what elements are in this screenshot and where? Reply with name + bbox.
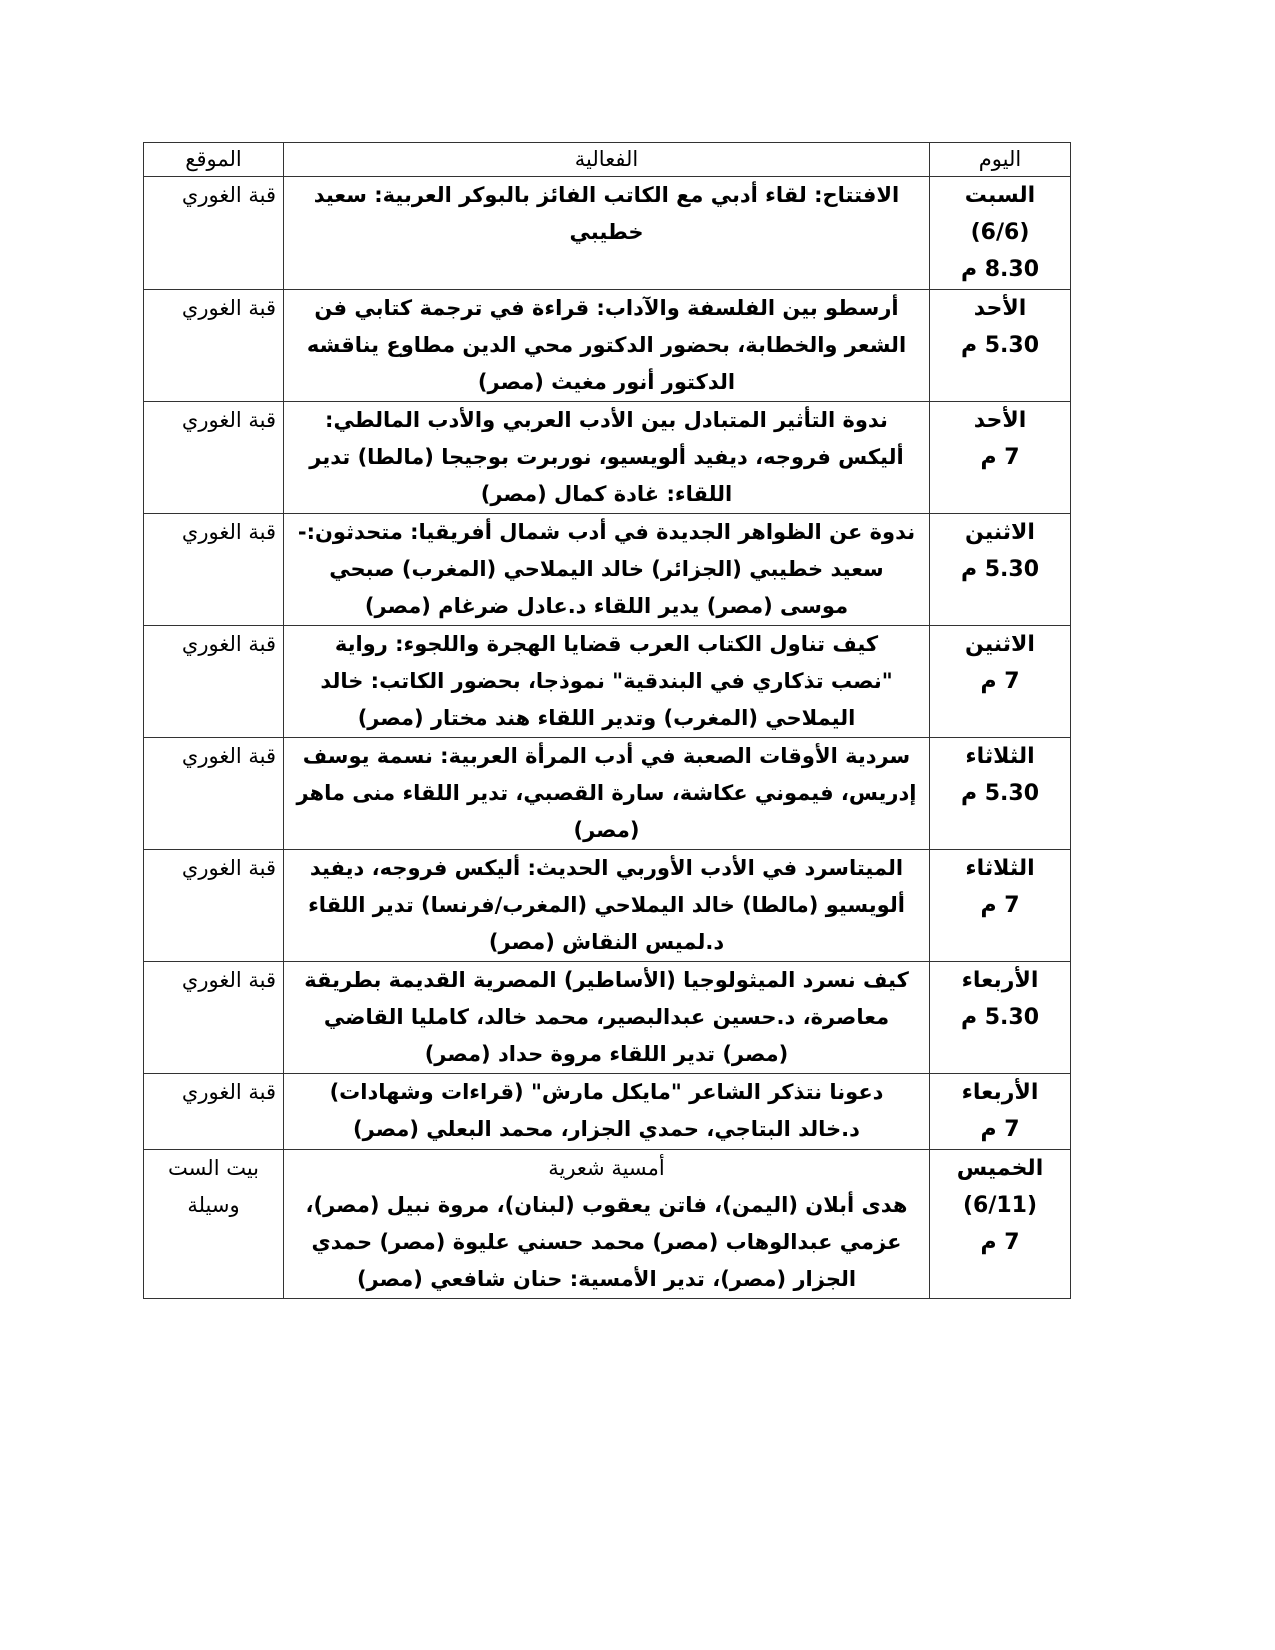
event-title: أمسية شعرية [548,1156,665,1180]
event-line: ندوة عن الظواهر الجديدة في أدب شمال أفريقيا: متحدثون:- [297,520,916,544]
day-time: 7 م [980,669,1020,694]
day-name: الاثنين [965,632,1035,657]
day-cell [930,1074,1071,1150]
venue-name: قبة الغوري [181,520,276,544]
event-line: د.لميس النقاش (مصر) [488,930,725,954]
day-time: 7 م [980,1230,1020,1255]
day-time: 7 م [980,893,1020,918]
event-cell [284,962,930,1074]
day-cell [930,962,1071,1074]
table-row [144,290,1071,402]
table-header-row [144,143,1071,177]
day-cell [930,177,1071,290]
event-line: اللقاء: غادة كمال (مصر) [480,482,733,506]
day-cell [930,402,1071,514]
events-schedule-table [143,142,1071,1299]
day-time: 5.30 م [960,333,1040,358]
table-row [144,177,1071,290]
venue-name: قبة الغوري [181,183,276,207]
day-name: الاثنين [965,520,1035,545]
event-line: كيف نسرد الميثولوجيا (الأساطير) المصرية القديمة بطريقة [304,968,909,992]
day-cell [930,290,1071,402]
venue-cell [144,626,284,738]
venue-name: قبة الغوري [181,408,276,432]
day-date: (6/11) [962,1193,1038,1218]
event-line: أرسطو بين الفلسفة والآداب: قراءة في ترجمة كتابي فن [314,296,899,320]
day-time: 5.30 م [960,557,1040,582]
event-cell [284,1150,930,1299]
venue-name: قبة الغوري [181,856,276,880]
day-time: 8.30 م [960,257,1040,282]
event-line: الجزار (مصر)، تدير الأمسية: حنان شافعي (مصر) [356,1267,857,1291]
day-name: الأربعاء [961,1080,1039,1105]
venue-cell [144,738,284,850]
table-row [144,1074,1071,1150]
event-line: الميتاسرد في الأدب الأوربي الحديث: أليكس فروجه، ديفيد [309,856,904,880]
day-name: الأربعاء [961,968,1039,993]
event-line: الدكتور أنور مغيث (مصر) [477,370,736,394]
venue-cell [144,177,284,290]
event-cell [284,850,930,962]
venue-name: قبة الغوري [181,744,276,768]
header-day: اليوم [930,143,1071,177]
event-cell [284,514,930,626]
table-row [144,738,1071,850]
table-row [144,626,1071,738]
venue-name: وسيلة [187,1193,240,1217]
event-line: (مصر) تدير اللقاء مروة حداد (مصر) [424,1042,789,1066]
venue-cell [144,514,284,626]
table-row [144,962,1071,1074]
venue-cell [144,962,284,1074]
event-line: كيف تناول الكتاب العرب قضايا الهجرة واللجوء: رواية [334,632,879,656]
event-cell [284,626,930,738]
day-cell [930,1150,1071,1299]
header-event: الفعالية [284,143,930,177]
day-cell [930,626,1071,738]
event-line: خطيبي [569,220,644,244]
day-name: السبت [964,183,1036,208]
table-row [144,850,1071,962]
event-line: موسى (مصر) يدير اللقاء د.عادل ضرغام (مصر) [364,594,849,618]
venue-cell [144,850,284,962]
event-line: الافتتاح: لقاء أدبي مع الكاتب الفائز بالبوكر العربية: سعيد [313,183,900,207]
venue-name: قبة الغوري [181,968,276,992]
event-line: (مصر) [573,818,640,842]
day-name: الثلاثاء [965,744,1035,769]
event-line: عزمي عبدالوهاب (مصر) محمد حسني عليوة (مصر) حمدي [311,1230,902,1254]
event-line: أليكس فروجه، ديفيد ألويسيو، نوربرت بوجيجا (مالطا) تدير [309,445,904,469]
event-line: سعيد خطيبي (الجزائر) خالد اليملاحي (المغرب) صبحي [329,557,884,581]
venue-cell [144,290,284,402]
day-time: 7 م [980,445,1020,470]
event-cell [284,402,930,514]
header-venue: الموقع [144,143,284,177]
venue-cell [144,402,284,514]
day-name: الأحد [973,408,1027,433]
day-time: 5.30 م [960,1005,1040,1030]
event-line: اليملاحي (المغرب) وتدير اللقاء هند مختار (مصر) [357,706,856,730]
day-cell [930,850,1071,962]
venue-name: قبة الغوري [181,632,276,656]
day-name: الثلاثاء [965,856,1035,881]
event-line: سردية الأوقات الصعبة في أدب المرأة العربية: نسمة يوسف [302,744,911,768]
event-line: الشعر والخطابة، بحضور الدكتور محي الدين مطاوع يناقشه [306,333,907,357]
event-line: معاصرة، د.حسين عبدالبصير، محمد خالد، كامليا القاضي [323,1005,890,1029]
venue-name: قبة الغوري [181,296,276,320]
table-row [144,514,1071,626]
day-date: (6/6) [970,220,1030,245]
venue-name: قبة الغوري [181,1080,276,1104]
venue-cell [144,1150,284,1299]
event-cell [284,290,930,402]
event-line: إدريس، فيموني عكاشة، سارة القصبي، تدير اللقاء منى ماهر [296,781,917,805]
day-cell [930,738,1071,850]
day-time: 7 م [980,1117,1020,1142]
event-line: "نصب تذكاري في البندقية" نموذجا، بحضور الكاتب: خالد [320,669,893,693]
venue-cell [144,1074,284,1150]
event-line: ألويسيو (مالطا) خالد اليملاحي (المغرب/فرنسا) تدير اللقاء [308,893,905,917]
event-line: ندوة التأثير المتبادل بين الأدب العربي والأدب المالطي: [325,408,888,432]
day-cell [930,514,1071,626]
event-line: دعونا نتذكر الشاعر "مايكل مارش" (قراءات وشهادات) [329,1080,884,1104]
table-row [144,402,1071,514]
table-row [144,1150,1071,1299]
event-cell [284,1074,930,1150]
event-cell [284,177,930,290]
day-name: الخميس [956,1156,1044,1181]
venue-name: بيت الست [167,1156,260,1180]
event-cell [284,738,930,850]
day-time: 5.30 م [960,781,1040,806]
event-line: د.خالد البتاجي، حمدي الجزار، محمد البعلي (مصر) [353,1117,860,1141]
event-line: هدى أبلان (اليمن)، فاتن يعقوب (لبنان)، مروة نبيل (مصر)، [305,1193,908,1217]
day-name: الأحد [973,296,1027,321]
